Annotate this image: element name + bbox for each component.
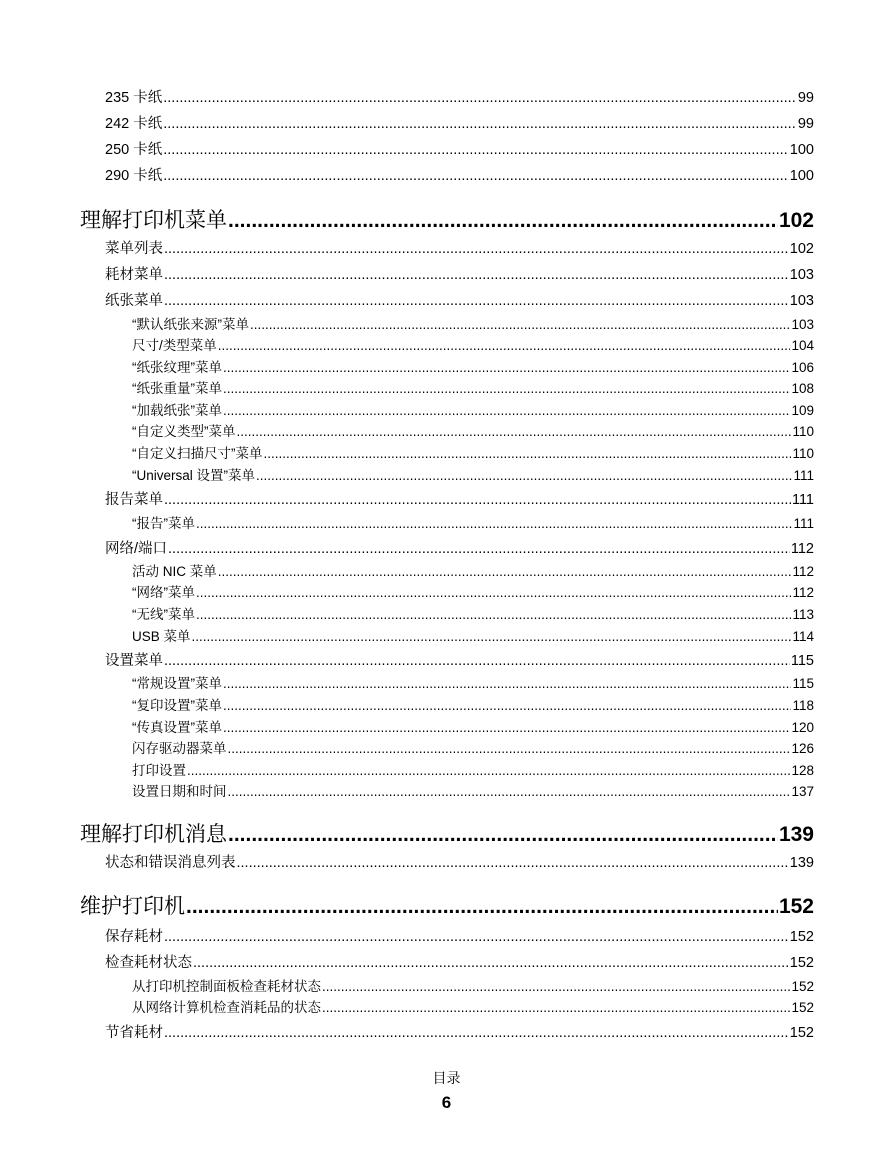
toc-entry-title: 纸张菜单 [105, 293, 163, 309]
toc-entry-page: 115 [792, 676, 814, 691]
footer-label: 目录 [432, 1070, 461, 1086]
toc-dot-leader [196, 516, 792, 531]
toc-entry-page: 111 [793, 516, 814, 531]
toc-entry[interactable] [132, 716, 814, 736]
toc-entry-title: 打印设置 [132, 763, 186, 778]
toc-dot-leader [237, 424, 792, 439]
toc-entry[interactable] [105, 289, 814, 310]
toc-dot-leader [256, 468, 792, 483]
toc-entry-title: “网络”菜单 [132, 585, 195, 600]
toc-entry-title: 理解打印机消息 [80, 823, 227, 846]
toc-dot-leader [196, 585, 791, 600]
toc-entry-title: 报告菜单 [105, 492, 163, 508]
toc-entry-title: 从网络计算机检查消耗品的状态 [132, 1000, 321, 1015]
toc-entry[interactable] [105, 112, 814, 133]
toc-entry-title: 耗材菜单 [105, 267, 163, 283]
toc-dot-leader [193, 955, 789, 971]
toc-dot-leader [164, 241, 789, 257]
toc-dot-leader [163, 90, 797, 106]
toc-dot-leader [250, 317, 790, 332]
toc-entry-page: 152 [778, 895, 814, 918]
toc-dot-leader [322, 979, 790, 994]
toc-entry-page: 100 [789, 142, 814, 158]
toc-dot-leader [164, 293, 789, 309]
toc-entry[interactable] [132, 996, 814, 1016]
toc-entry-title: 闪存驱动器菜单 [132, 741, 227, 756]
toc-dot-leader [163, 142, 789, 158]
toc-dot-leader [223, 360, 790, 375]
toc-dot-leader [228, 209, 778, 233]
toc-entry-title: “传真设置”菜单 [132, 720, 222, 735]
toc-dot-leader [164, 267, 789, 283]
toc-entry[interactable] [132, 442, 814, 462]
toc-entry-page: 115 [790, 653, 814, 669]
toc-dot-leader [264, 446, 792, 461]
toc-entry[interactable] [105, 537, 814, 558]
toc-dot-leader [164, 1025, 789, 1041]
toc-dot-leader [223, 676, 791, 691]
toc-entry[interactable] [132, 603, 814, 623]
toc-entry-page: 126 [791, 741, 814, 756]
toc-entry-page: 110 [792, 424, 814, 439]
toc-entry-page: 112 [792, 564, 814, 579]
toc-entry-title: “常规设置”菜单 [132, 676, 222, 691]
toc-dot-leader [196, 607, 791, 622]
toc-entry-title: 菜单列表 [105, 241, 163, 257]
toc-entry-page: 111 [793, 468, 814, 483]
toc-entry-page: 152 [791, 1000, 814, 1015]
toc-entry-title: 维护打印机 [80, 895, 185, 918]
toc-entry-title: 理解打印机菜单 [80, 209, 227, 232]
toc-entry-title: “无线”菜单 [132, 607, 195, 622]
toc-entry-page: 112 [792, 585, 814, 600]
toc-dot-leader [218, 338, 791, 353]
toc-entry[interactable] [132, 356, 814, 376]
toc-entry-page: 137 [791, 784, 814, 799]
toc-dot-leader [187, 763, 790, 778]
toc-entry[interactable] [132, 625, 814, 645]
toc-entry-page: 152 [789, 929, 814, 945]
toc-entry-page: 118 [792, 698, 814, 713]
toc-dot-leader [322, 1000, 790, 1015]
toc-entry-page: 114 [792, 629, 814, 644]
toc-entry-page: 103 [791, 317, 814, 332]
toc-entry[interactable] [132, 780, 814, 800]
toc-entry-title: 节省耗材 [105, 1025, 163, 1041]
toc-dot-leader [228, 784, 791, 799]
footer-page-number: 6 [441, 1093, 452, 1112]
toc-dot-leader [164, 653, 790, 669]
toc-entry-page: 103 [789, 267, 814, 283]
toc-dot-leader [223, 698, 791, 713]
toc-entry[interactable] [132, 975, 814, 995]
toc-entry-page: 99 [797, 90, 814, 106]
toc-entry[interactable] [105, 649, 814, 670]
toc-entry-title: 网络/端口 [105, 541, 168, 557]
toc-entry[interactable] [105, 138, 814, 159]
toc-entry-page: 106 [791, 360, 814, 375]
toc-entry[interactable] [105, 263, 814, 284]
toc-entry-title: USB 菜单 [132, 629, 191, 644]
toc-dot-leader [223, 381, 790, 396]
toc-entry[interactable] [105, 925, 814, 946]
toc-entry[interactable] [132, 560, 814, 580]
toc-dot-leader [163, 116, 797, 132]
toc-dot-leader [223, 403, 790, 418]
toc-entry-title: 尺寸/类型菜单 [132, 338, 217, 353]
toc-dot-leader [186, 895, 778, 919]
toc-entry-page: 152 [789, 1025, 814, 1041]
toc-entry-title: 250 卡纸 [105, 142, 163, 158]
toc-entry[interactable] [105, 851, 814, 872]
toc-entry-title: 状态和错误消息列表 [105, 855, 236, 871]
toc-entry-page: 100 [789, 168, 814, 184]
toc-entry-title: 290 卡纸 [105, 168, 163, 184]
toc-entry-title: 检查耗材状态 [105, 955, 192, 971]
toc-entry[interactable] [132, 737, 814, 757]
toc-entry-title: 242 卡纸 [105, 116, 163, 132]
toc-entry[interactable] [132, 581, 814, 601]
toc-dot-leader [228, 823, 778, 847]
toc-chapter-entry[interactable] [80, 818, 814, 848]
toc-entry[interactable] [132, 759, 814, 779]
toc-entry[interactable] [105, 164, 814, 185]
toc-entry-title: “Universal 设置”菜单 [132, 468, 256, 483]
toc-entry[interactable] [132, 464, 814, 484]
toc-entry-page: 99 [797, 116, 814, 132]
toc-entry-title: 设置日期和时间 [132, 784, 227, 799]
toc-entry[interactable] [105, 1021, 814, 1042]
toc-entry-page: 102 [789, 241, 814, 257]
toc-chapter-entry[interactable] [80, 890, 814, 920]
toc-dot-leader [168, 541, 790, 557]
toc-entry-page: 139 [778, 823, 814, 846]
toc-entry-page: 113 [792, 607, 814, 622]
toc-entry-title: “复印设置”菜单 [132, 698, 222, 713]
toc-dot-leader [192, 629, 792, 644]
toc-entry-title: “自定义扫描尺寸”菜单 [132, 446, 263, 461]
toc-dot-leader [164, 929, 789, 945]
toc-entry[interactable] [132, 420, 814, 440]
toc-dot-leader [218, 564, 792, 579]
toc-entry-title: “自定义类型”菜单 [132, 424, 236, 439]
toc-entry-page: 152 [791, 979, 814, 994]
toc-entry-page: 104 [791, 338, 814, 353]
toc-entry-title: “纸张纹理”菜单 [132, 360, 222, 375]
toc-entry[interactable] [132, 377, 814, 397]
toc-entry[interactable] [105, 237, 814, 258]
toc-entry-title: “报告”菜单 [132, 516, 195, 531]
toc-entry[interactable] [132, 672, 814, 692]
toc-entry-page: 108 [791, 381, 814, 396]
toc-entry-page: 139 [789, 855, 814, 871]
toc-dot-leader [163, 168, 789, 184]
toc-entry-title: 保存耗材 [105, 929, 163, 945]
toc-entry-page: 109 [791, 403, 814, 418]
toc-entry-title: 设置菜单 [105, 653, 163, 669]
toc-entry[interactable] [132, 399, 814, 419]
toc-dot-leader [223, 720, 790, 735]
toc-entry-page: 111 [791, 492, 814, 508]
toc-entry[interactable] [132, 334, 814, 354]
toc-entry[interactable] [132, 694, 814, 714]
toc-entry-title: 235 卡纸 [105, 90, 163, 106]
toc-entry[interactable] [105, 951, 814, 972]
toc-entry-title: “加载纸张”菜单 [132, 403, 222, 418]
toc-entry-page: 103 [789, 293, 814, 309]
toc-entry-page: 110 [792, 446, 814, 461]
toc-entry[interactable] [105, 488, 814, 509]
toc-entry-page: 102 [778, 209, 814, 232]
toc-entry[interactable] [132, 512, 814, 532]
toc-entry[interactable] [132, 313, 814, 333]
toc-entry-title: 从打印机控制面板检查耗材状态 [132, 979, 321, 994]
toc-dot-leader [228, 741, 791, 756]
toc-entry[interactable] [105, 86, 814, 107]
toc-entry-title: “默认纸张来源”菜单 [132, 317, 249, 332]
toc-entry-page: 152 [789, 955, 814, 971]
toc-entry-title: “纸张重量”菜单 [132, 381, 222, 396]
toc-chapter-entry[interactable] [80, 204, 814, 234]
toc-entry-page: 112 [790, 541, 814, 557]
toc-dot-leader [237, 855, 789, 871]
toc-dot-leader [164, 492, 791, 508]
toc-entry-page: 128 [791, 763, 814, 778]
toc-entry-title: 活动 NIC 菜单 [132, 564, 217, 579]
toc-entry-page: 120 [791, 720, 814, 735]
